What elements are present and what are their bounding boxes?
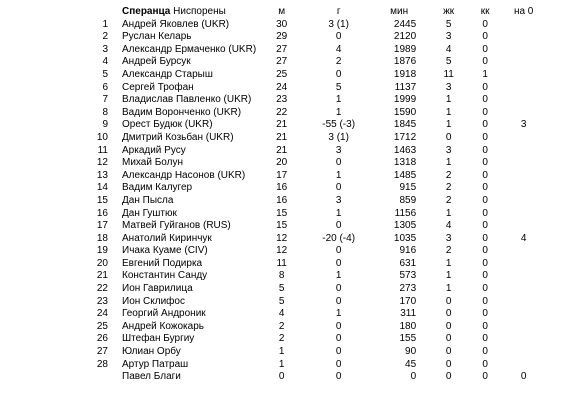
header-clean-sheets: на 0: [513, 6, 534, 17]
yellow-cards-cell: 0: [445, 333, 452, 345]
red-cards-cell: 0: [482, 94, 488, 106]
minutes-cell: 631: [399, 257, 417, 269]
header-row: [82, 6, 546, 19]
red-cards-cell: 0: [482, 295, 488, 307]
player-number: 16: [96, 207, 108, 219]
player-number: 18: [96, 232, 108, 244]
clean-sheets-cell: [501, 308, 546, 321]
player-number: 3: [102, 43, 108, 55]
player-number: 4: [102, 56, 108, 68]
goals-cell: 1: [335, 207, 342, 219]
table-row: [82, 208, 546, 221]
red-cards-cell: 0: [482, 346, 488, 358]
red-cards-cell: 0: [482, 232, 488, 244]
clean-sheets-cell: [501, 69, 546, 82]
minutes-cell: 155: [399, 333, 417, 345]
red-cards-cell: 0: [482, 320, 488, 332]
goals-cell: 0: [335, 31, 342, 43]
yellow-cards-cell: 4: [445, 220, 452, 232]
player-number: 12: [96, 157, 108, 169]
clean-sheets-cell: [501, 195, 546, 208]
player-number: 5: [102, 68, 108, 80]
minutes-cell: 1463: [393, 144, 417, 156]
minutes-cell: 1876: [393, 56, 417, 68]
red-cards-cell: 0: [482, 257, 488, 269]
player-number: 27: [96, 346, 108, 358]
goals-cell: 2: [335, 56, 342, 68]
goals-cell: 3 (1): [328, 131, 349, 143]
minutes-cell: 170: [399, 295, 417, 307]
clean-sheets-cell: [501, 321, 546, 334]
player-number: 7: [102, 94, 108, 106]
player-name: Евгений Подирка: [122, 257, 203, 269]
matches-cell: 17: [276, 169, 288, 181]
matches-cell: 20: [276, 157, 288, 169]
table-row: [82, 56, 546, 69]
yellow-cards-cell: 1: [445, 94, 452, 106]
red-cards-cell: 0: [482, 81, 488, 93]
yellow-cards-cell: 0: [445, 371, 452, 383]
red-cards-cell: 0: [482, 106, 488, 118]
matches-cell: 8: [278, 270, 285, 282]
red-cards-cell: 0: [482, 43, 488, 55]
yellow-cards-cell: 1: [445, 283, 452, 295]
red-cards-cell: 0: [482, 18, 488, 30]
player-number: 1: [102, 18, 108, 30]
player-name: Юлиан Орбу: [122, 346, 181, 358]
red-cards-cell: 0: [482, 157, 488, 169]
header-yellow-cards: жк: [443, 6, 455, 17]
table-row: [82, 220, 546, 233]
red-cards-cell: 0: [482, 283, 488, 295]
goals-cell: 0: [335, 283, 342, 295]
clean-sheets-cell: [501, 359, 546, 372]
matches-cell: 0: [278, 371, 285, 383]
yellow-cards-cell: 2: [445, 245, 452, 257]
table-row: [82, 346, 546, 359]
club-city: Ниспорены: [173, 6, 226, 17]
player-name: Ион Гаврилица: [122, 283, 193, 295]
minutes-cell: 2445: [393, 18, 417, 30]
clean-sheets-cell: 0: [520, 371, 527, 383]
yellow-cards-cell: 1: [445, 119, 452, 131]
goals-cell: 1: [335, 169, 342, 181]
minutes-cell: 1918: [393, 68, 417, 80]
red-cards-cell: 0: [482, 358, 488, 370]
red-cards-cell: 0: [482, 270, 488, 282]
player-stats-table: [82, 6, 546, 384]
clean-sheets-cell: [501, 283, 546, 296]
header-minutes: мин: [390, 6, 409, 17]
goals-cell: -20 (-4): [322, 232, 356, 244]
clean-sheets-cell: [501, 333, 546, 346]
player-name: Александр Старыш: [122, 68, 213, 80]
goals-cell: 0: [335, 68, 342, 80]
minutes-cell: 1156: [394, 207, 417, 219]
goals-cell: 4: [335, 43, 342, 55]
red-cards-cell: 0: [482, 56, 488, 68]
yellow-cards-cell: 1: [445, 207, 452, 219]
yellow-cards-cell: 0: [445, 308, 452, 320]
clean-sheets-cell: [501, 82, 546, 95]
yellow-cards-cell: 5: [445, 56, 452, 68]
player-number: 10: [96, 131, 108, 143]
table-row: [82, 182, 546, 195]
table-row: [82, 119, 546, 132]
table-row: [82, 19, 546, 32]
red-cards-cell: 0: [482, 119, 488, 131]
matches-cell: 16: [276, 182, 288, 194]
matches-cell: 21: [276, 131, 288, 143]
clean-sheets-cell: [501, 107, 546, 120]
matches-cell: 30: [276, 18, 288, 30]
minutes-cell: 1305: [393, 220, 417, 232]
player-number: [82, 371, 116, 384]
matches-cell: 24: [276, 81, 288, 93]
player-number: 13: [96, 169, 108, 181]
table-row: [82, 31, 546, 44]
table-row: [82, 44, 546, 57]
table-row: [82, 170, 546, 183]
player-name: Михай Болун: [122, 157, 183, 169]
team-heading: [116, 6, 256, 19]
player-number: 28: [96, 358, 108, 370]
player-name: Андрей Бурсук: [122, 56, 191, 68]
goals-cell: 5: [335, 81, 342, 93]
yellow-cards-cell: 4: [445, 43, 452, 55]
minutes-cell: 311: [400, 308, 417, 320]
player-name: Руслан Келарь: [122, 31, 192, 43]
table-row: [82, 195, 546, 208]
minutes-cell: 916: [399, 245, 417, 257]
player-name: Анатолий Киринчук: [122, 232, 212, 244]
minutes-cell: 1035: [393, 232, 417, 244]
goals-cell: 1: [335, 308, 342, 320]
goals-cell: 1: [335, 94, 342, 106]
matches-cell: 15: [276, 220, 288, 232]
player-name: Ион Склифос: [122, 295, 185, 307]
minutes-cell: 1318: [393, 157, 417, 169]
table-row: [82, 333, 546, 346]
goals-cell: 0: [335, 182, 342, 194]
table-row: [82, 245, 546, 258]
player-name: Александр Насонов (UKR): [122, 169, 246, 181]
matches-cell: 25: [276, 68, 288, 80]
clean-sheets-cell: [501, 258, 546, 271]
clean-sheets-cell: [501, 296, 546, 309]
yellow-cards-cell: 2: [445, 182, 452, 194]
table-row: [82, 82, 546, 95]
red-cards-cell: 0: [482, 333, 488, 345]
yellow-cards-cell: 0: [445, 320, 452, 332]
red-cards-cell: 0: [482, 169, 488, 181]
yellow-cards-cell: 11: [443, 68, 454, 80]
matches-cell: 2: [278, 320, 285, 332]
goals-cell: 3: [335, 194, 342, 206]
minutes-cell: 1590: [393, 106, 417, 118]
matches-cell: 21: [276, 119, 288, 131]
matches-cell: 12: [276, 245, 288, 257]
matches-cell: 27: [276, 56, 288, 68]
player-number: 20: [96, 257, 108, 269]
goals-cell: 0: [335, 257, 342, 269]
clean-sheets-cell: [501, 346, 546, 359]
matches-cell: 5: [278, 295, 285, 307]
player-number: 23: [96, 295, 108, 307]
goals-cell: 0: [335, 320, 342, 332]
yellow-cards-cell: 3: [445, 232, 452, 244]
table-row: [82, 308, 546, 321]
matches-cell: 23: [276, 94, 288, 106]
yellow-cards-cell: 0: [445, 346, 452, 358]
player-name: Штефан Бургиу: [122, 333, 195, 345]
minutes-cell: 90: [405, 346, 417, 358]
matches-cell: 11: [276, 257, 287, 269]
minutes-cell: 2120: [393, 31, 417, 43]
table-row: [82, 296, 546, 309]
player-number: 15: [96, 194, 108, 206]
matches-cell: 15: [276, 207, 288, 219]
clean-sheets-cell: [501, 19, 546, 32]
goals-cell: -55 (-3): [322, 119, 356, 131]
header-matches: м: [278, 6, 286, 17]
clean-sheets-cell: [501, 145, 546, 158]
table-row: [82, 145, 546, 158]
table-row: [82, 107, 546, 120]
player-number: 25: [96, 320, 108, 332]
yellow-cards-cell: 1: [445, 157, 452, 169]
clean-sheets-cell: [501, 31, 546, 44]
player-number: 14: [96, 182, 108, 194]
matches-cell: 22: [276, 106, 288, 118]
minutes-cell: 1989: [393, 43, 417, 55]
minutes-cell: 573: [399, 270, 417, 282]
player-name: Владислав Павленко (UKR): [122, 94, 252, 106]
table-row: [82, 270, 546, 283]
table-row: [82, 321, 546, 334]
table-row: [82, 258, 546, 271]
yellow-cards-cell: 3: [445, 31, 452, 43]
player-number: 24: [96, 308, 108, 320]
clean-sheets-cell: 4: [520, 232, 527, 244]
yellow-cards-cell: 0: [445, 295, 452, 307]
goals-cell: 3 (1): [328, 18, 349, 30]
player-name: Павел Благи: [122, 371, 181, 383]
goals-cell: 0: [335, 220, 342, 232]
player-number: 17: [96, 220, 108, 232]
matches-cell: 1: [278, 346, 285, 358]
table-row: [82, 132, 546, 145]
minutes-cell: 859: [399, 194, 417, 206]
goals-cell: 0: [335, 371, 342, 383]
goals-cell: 0: [335, 245, 342, 257]
player-name: Андрей Яковлев (UKR): [122, 18, 230, 30]
player-number: 8: [102, 106, 108, 118]
clean-sheets-cell: [501, 56, 546, 69]
clean-sheets-cell: [501, 170, 546, 183]
yellow-cards-cell: 2: [445, 169, 452, 181]
clean-sheets-cell: [501, 245, 546, 258]
minutes-cell: 45: [405, 358, 417, 370]
player-number: 6: [102, 81, 108, 93]
minutes-cell: 273: [399, 283, 417, 295]
header-number: [82, 6, 116, 19]
matches-cell: 16: [276, 194, 288, 206]
table-row: [82, 157, 546, 170]
minutes-cell: 1137: [394, 81, 417, 93]
table-row: [82, 233, 546, 246]
table-row: [82, 94, 546, 107]
minutes-cell: 1485: [393, 169, 417, 181]
player-name: Орест Будюк (UKR): [122, 119, 213, 131]
table-row: [82, 283, 546, 296]
goals-cell: 0: [335, 346, 342, 358]
player-name: Андрей Кожокарь: [122, 320, 204, 332]
minutes-cell: 0: [410, 371, 417, 383]
minutes-cell: 1712: [393, 131, 417, 143]
matches-cell: 1: [278, 358, 285, 370]
player-rows: [82, 19, 546, 384]
player-name: Дан Гуштюк: [122, 207, 177, 219]
red-cards-cell: 0: [482, 220, 488, 232]
yellow-cards-cell: 1: [445, 270, 452, 282]
matches-cell: 4: [278, 308, 285, 320]
yellow-cards-cell: 1: [445, 106, 452, 118]
red-cards-cell: 0: [482, 308, 488, 320]
matches-cell: 27: [276, 43, 288, 55]
clean-sheets-cell: [501, 270, 546, 283]
goals-cell: 0: [335, 157, 342, 169]
clean-sheets-cell: [501, 208, 546, 221]
header-goals: г: [336, 6, 341, 17]
clean-sheets-cell: [501, 220, 546, 233]
yellow-cards-cell: 3: [445, 81, 452, 93]
matches-cell: 2: [278, 333, 285, 345]
player-name: Александр Ермаченко (UKR): [122, 43, 257, 55]
matches-cell: 21: [276, 144, 288, 156]
yellow-cards-cell: 0: [445, 358, 452, 370]
red-cards-cell: 0: [482, 144, 488, 156]
red-cards-cell: 0: [482, 207, 488, 219]
minutes-cell: 1999: [393, 94, 417, 106]
player-name: Вадим Воронченко (UKR): [122, 106, 242, 118]
matches-cell: 5: [278, 283, 285, 295]
goals-cell: 0: [335, 295, 342, 307]
player-number: 11: [97, 144, 108, 156]
yellow-cards-cell: 2: [445, 194, 452, 206]
red-cards-cell: 0: [482, 182, 488, 194]
yellow-cards-cell: 5: [445, 18, 452, 30]
red-cards-cell: 0: [482, 245, 488, 257]
matches-cell: 12: [276, 232, 288, 244]
goals-cell: 0: [335, 358, 342, 370]
player-name: Сергей Трофан: [122, 81, 194, 93]
table-row: [82, 359, 546, 372]
player-number: 22: [96, 283, 108, 295]
minutes-cell: 180: [399, 320, 417, 332]
player-name: Дмитрий Козьбан (UKR): [122, 131, 234, 143]
header-red-cards: кк: [480, 6, 490, 17]
player-name: Матвей Гуйганов (RUS): [122, 220, 231, 232]
player-number: 2: [102, 31, 108, 43]
yellow-cards-cell: 3: [445, 144, 452, 156]
player-number: 19: [96, 245, 108, 257]
player-number: 9: [102, 119, 108, 131]
player-name: Константин Санду: [122, 270, 208, 282]
goals-cell: 1: [335, 106, 342, 118]
minutes-cell: 1845: [393, 119, 417, 131]
red-cards-cell: 0: [482, 31, 488, 43]
red-cards-cell: 1: [482, 68, 488, 80]
red-cards-cell: 0: [482, 194, 488, 206]
yellow-cards-cell: 1: [445, 257, 452, 269]
table-row: [82, 371, 546, 384]
clean-sheets-cell: [501, 94, 546, 107]
clean-sheets-cell: 3: [520, 119, 527, 131]
clean-sheets-cell: [501, 182, 546, 195]
yellow-cards-cell: 0: [445, 131, 452, 143]
clean-sheets-cell: [501, 132, 546, 145]
player-number: 26: [96, 333, 108, 345]
player-name: Артур Патраш: [122, 358, 189, 370]
goals-cell: 3: [335, 144, 342, 156]
player-name: Ичака Куаме (CIV): [122, 245, 208, 257]
player-name: Георгий Андроник: [122, 308, 206, 320]
red-cards-cell: 0: [482, 371, 488, 383]
goals-cell: 1: [335, 270, 342, 282]
player-number: 21: [96, 270, 108, 282]
minutes-cell: 915: [399, 182, 417, 194]
red-cards-cell: 0: [482, 131, 488, 143]
matches-cell: 29: [276, 31, 288, 43]
goals-cell: 0: [335, 333, 342, 345]
table-row: [82, 69, 546, 82]
player-name: Аркадий Русу: [122, 144, 186, 156]
clean-sheets-cell: [501, 157, 546, 170]
player-name: Дан Пысла: [122, 194, 174, 206]
player-name: Вадим Калугер: [122, 182, 193, 194]
club-name: Сперанца: [122, 6, 171, 17]
clean-sheets-cell: [501, 44, 546, 57]
